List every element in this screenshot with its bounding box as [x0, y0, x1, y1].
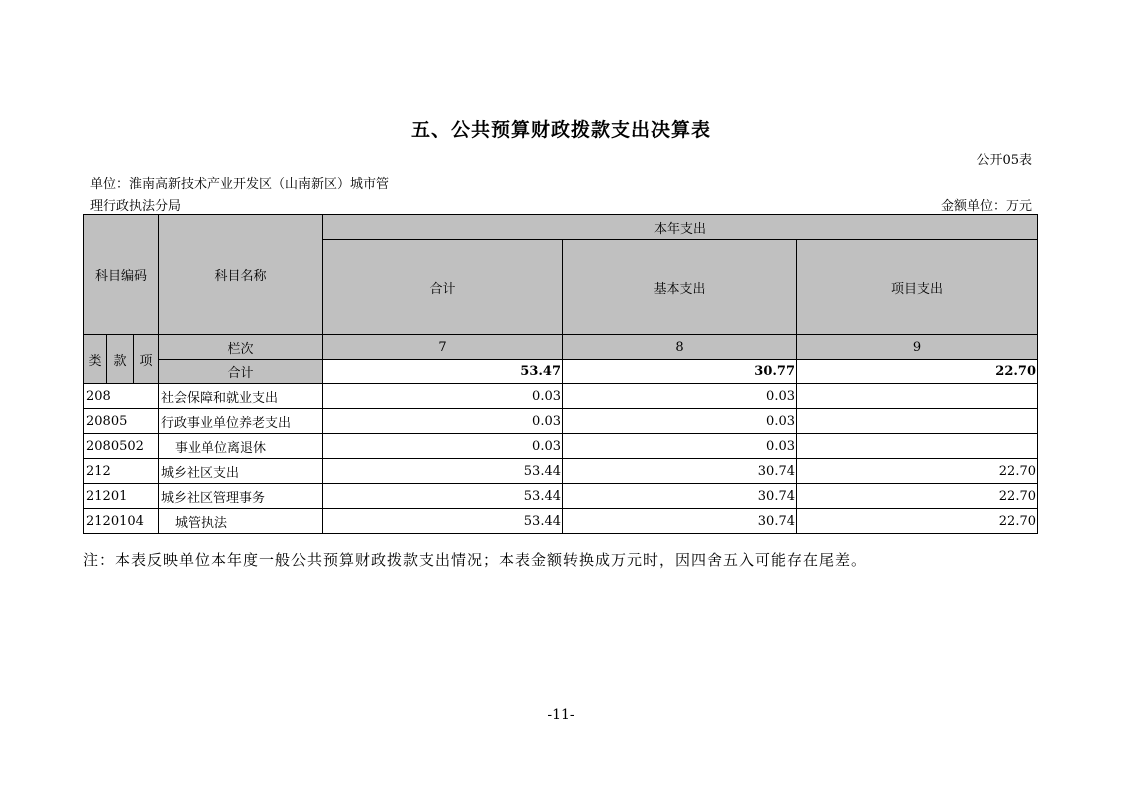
- row-total: 0.03: [323, 409, 563, 434]
- row-code: 20805: [84, 409, 159, 434]
- header-year-expense: 本年支出: [323, 215, 1038, 240]
- row-name: 城乡社区管理事务: [159, 484, 323, 509]
- row-basic: 30.74: [563, 484, 797, 509]
- row-total: 53.44: [323, 484, 563, 509]
- row-basic: 0.03: [563, 384, 797, 409]
- page-number: -11-: [547, 707, 575, 723]
- header-kuan: 款: [107, 335, 134, 384]
- row-name: 城管执法: [159, 509, 323, 534]
- row-code: 2080502: [84, 434, 159, 459]
- header-project: 项目支出: [797, 240, 1038, 335]
- unit-name-line1: 单位：淮南高新技术产业开发区（山南新区）城市管: [90, 177, 390, 192]
- row-project: [797, 384, 1038, 409]
- row-name: 城乡社区支出: [159, 459, 323, 484]
- row-project: [797, 409, 1038, 434]
- sum-total: 53.47: [323, 360, 563, 384]
- row-basic: 30.74: [563, 459, 797, 484]
- sum-label: 合计: [159, 360, 323, 384]
- sum-project: 22.70: [797, 360, 1038, 384]
- column-number-project: 9: [797, 335, 1038, 360]
- form-number: 公开05表: [976, 153, 1032, 168]
- row-code: 2120104: [84, 509, 159, 534]
- money-unit: 金额单位：万元: [940, 199, 1032, 214]
- table-row: [84, 409, 1038, 434]
- row-total: 53.44: [323, 509, 563, 534]
- header-basic: 基本支出: [563, 240, 797, 335]
- row-code: 208: [84, 384, 159, 409]
- footnote: 注：本表反映单位本年度一般公共预算财政拨款支出情况；本表金额转换成万元时，因四舍五入可能存在尾差。: [83, 551, 868, 569]
- row-name: 事业单位离退休: [159, 434, 323, 459]
- table-row: [84, 484, 1038, 509]
- row-project: [797, 434, 1038, 459]
- table-row: [84, 459, 1038, 484]
- row-total: 0.03: [323, 434, 563, 459]
- row-project: 22.70: [797, 459, 1038, 484]
- row-code: 212: [84, 459, 159, 484]
- header-code: 科目编码: [84, 215, 159, 335]
- row-name: 行政事业单位养老支出: [159, 409, 323, 434]
- row-code: 21201: [84, 484, 159, 509]
- row-total: 0.03: [323, 384, 563, 409]
- table-row: [84, 434, 1038, 459]
- row-name: 社会保障和就业支出: [159, 384, 323, 409]
- row-basic: 0.03: [563, 434, 797, 459]
- sum-basic: 30.77: [563, 360, 797, 384]
- table-row: [84, 509, 1038, 534]
- row-basic: 30.74: [563, 509, 797, 534]
- table-row: [84, 384, 1038, 409]
- header-total: 合计: [323, 240, 563, 335]
- header-xiang: 项: [134, 335, 159, 384]
- header-lei: 类: [84, 335, 107, 384]
- column-number-total: 7: [323, 335, 563, 360]
- column-label: 栏次: [159, 335, 323, 360]
- page-title: 五、公共预算财政拨款支出决算表: [410, 119, 711, 141]
- row-total: 53.44: [323, 459, 563, 484]
- header-name: 科目名称: [159, 215, 323, 335]
- row-project: 22.70: [797, 484, 1038, 509]
- row-project: 22.70: [797, 509, 1038, 534]
- row-basic: 0.03: [563, 409, 797, 434]
- expense-table: [83, 214, 1038, 534]
- unit-name-line2: 理行政执法分局: [90, 199, 182, 214]
- column-number-basic: 8: [563, 335, 797, 360]
